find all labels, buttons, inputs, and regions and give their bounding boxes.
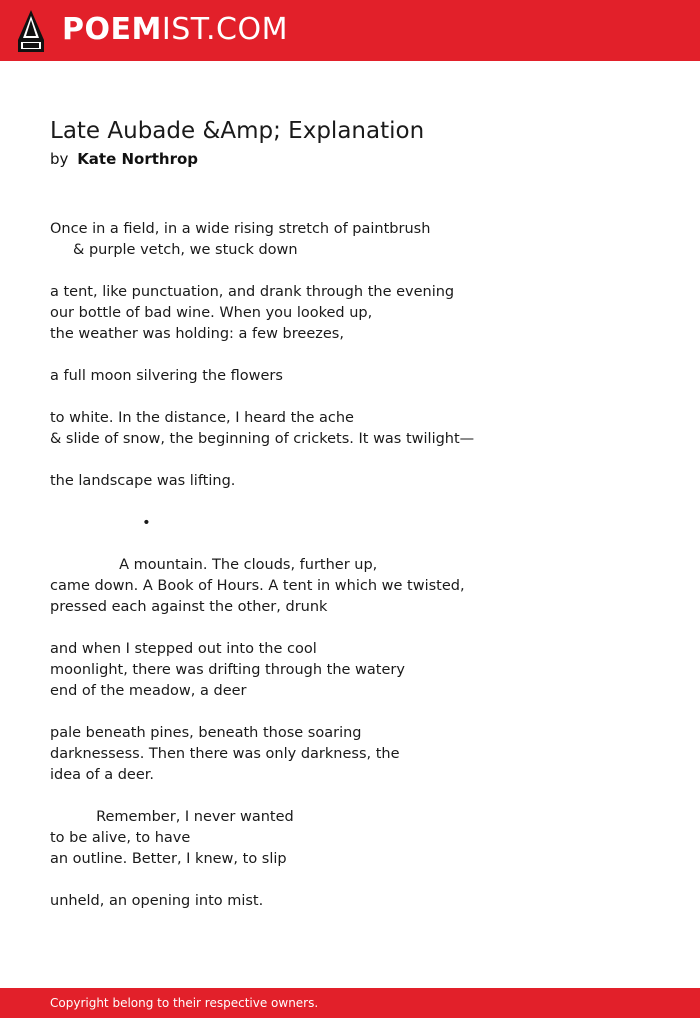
logo-brand-bold: POEM [62, 12, 162, 47]
author-name[interactable]: Kate Northrop [77, 150, 199, 168]
poem-line: our bottle of bad wine. When you looked up, [50, 305, 373, 321]
poem-line: came down. A Book of Hours. A tent in which we twisted, [50, 578, 465, 594]
poem-line: the weather was holding: a few breezes, [50, 326, 344, 342]
pencil-tip-icon[interactable] [18, 10, 44, 52]
stanza-break [50, 534, 650, 555]
poem-line: unheld, an opening into mist. [50, 893, 264, 909]
byline [50, 148, 198, 170]
poem-line: to white. In the distance, I heard the ache [50, 410, 354, 426]
poem-line: a tent, like punctuation, and drank through the evening [50, 284, 455, 300]
poem-title: Late Aubade &Amp; Explanation [50, 118, 425, 144]
poem-line: pale beneath pines, beneath those soaring [50, 725, 362, 741]
stanza-break [50, 345, 650, 366]
by-label: by [50, 150, 69, 168]
poem-line: • [50, 515, 151, 531]
stanza-break [50, 702, 650, 723]
poem-line: & slide of snow, the beginning of crickets. It was twilight— [50, 431, 475, 447]
stanza-break [50, 786, 650, 807]
poem-line: and when I stepped out into the cool [50, 641, 317, 657]
stanza-break [50, 870, 650, 891]
poem-line: end of the meadow, a deer [50, 683, 247, 699]
poem-line: pressed each against the other, drunk [50, 599, 328, 615]
stanza-break [50, 492, 650, 513]
copyright-text: Copyright belong to their respective owners. [50, 996, 319, 1010]
poem-line: a full moon silvering the flowers [50, 368, 283, 384]
poem-line: to be alive, to have [50, 830, 191, 846]
poem-line: darknessess. Then there was only darkness, the [50, 746, 400, 762]
stanza-break [50, 618, 650, 639]
logo-brand-light: IST.COM [161, 12, 288, 47]
poem-line: the landscape was lifting. [50, 473, 236, 489]
site-logo[interactable] [62, 12, 288, 48]
poem-line: moonlight, there was drifting through the watery [50, 662, 405, 678]
poem-line: A mountain. The clouds, further up, [50, 557, 378, 573]
poem-line: an outline. Better, I knew, to slip [50, 851, 287, 867]
site-footer [0, 988, 700, 1018]
poem-line: idea of a deer. [50, 767, 155, 783]
stanza-break [50, 450, 650, 471]
site-header [0, 0, 700, 61]
poem-line: Remember, I never wanted [50, 809, 294, 825]
stanza-break [50, 387, 650, 408]
stanza-break [50, 261, 650, 282]
poem-body [50, 219, 650, 912]
poem-line: Once in a field, in a wide rising stretch of paintbrush [50, 221, 431, 237]
poem-line: & purple vetch, we stuck down [50, 242, 298, 258]
